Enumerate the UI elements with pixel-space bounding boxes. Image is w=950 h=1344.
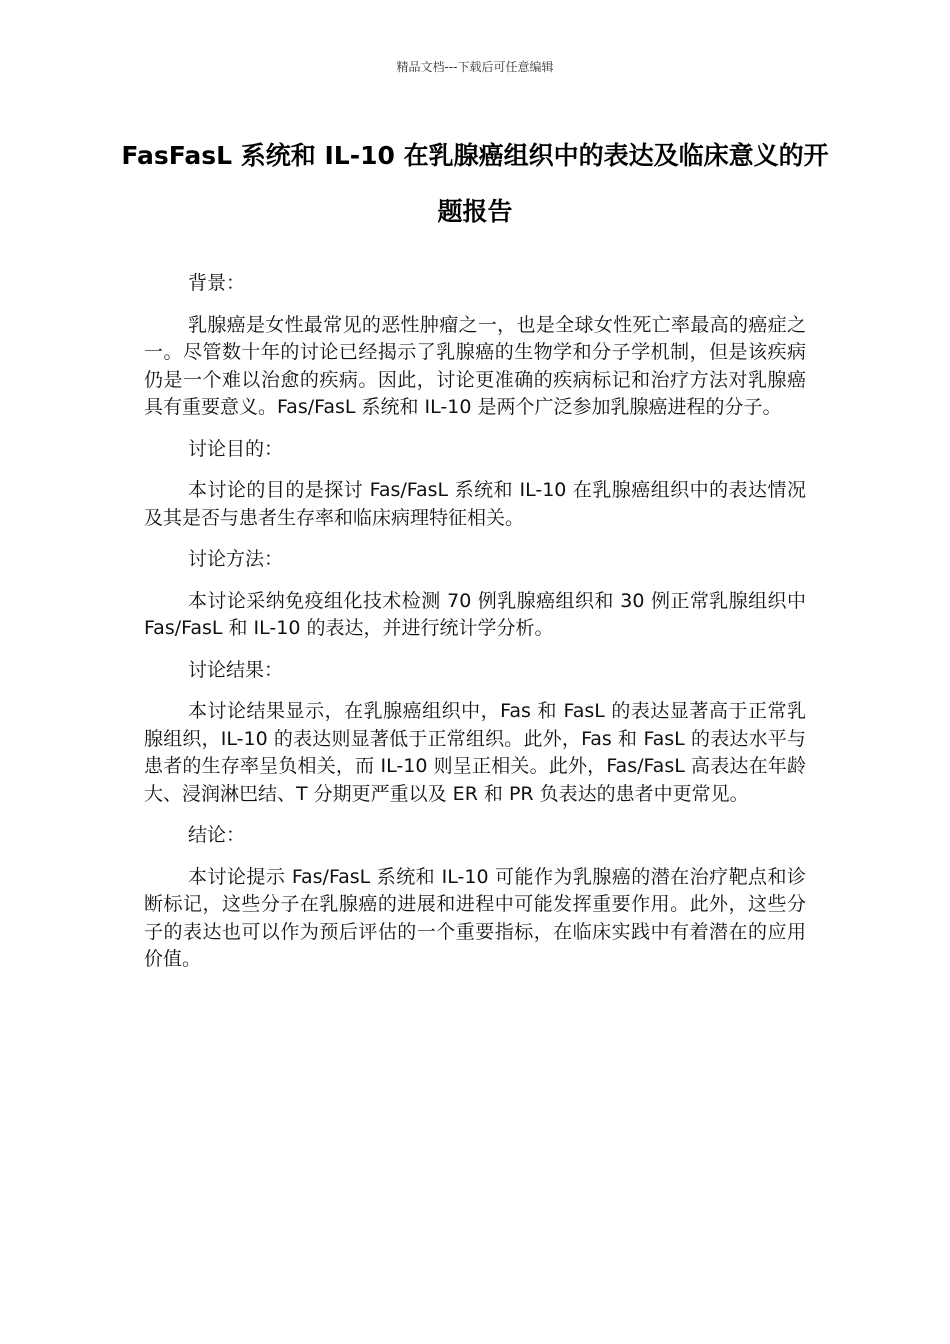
section-body-purpose: 本讨论的目的是探讨 Fas/FasL 系统和 IL-10 在乳腺癌组织中的表达情况及其是否与患者生存率和临床病理特征相关。 [144,479,806,529]
document-body [144,270,806,988]
section-heading-methods: 讨论方法： [188,548,284,570]
section-heading-conclusion: 结论： [188,824,246,846]
section-body-conclusion: 本讨论提示 Fas/FasL 系统和 IL-10 可能作为乳腺癌的潜在治疗靶点和诊断标记，这些分子在乳腺癌的进展和进程中可能发挥重要作用。此外，这些分子的表达也可以作为预后评估的一个重要指标，在临床实践中有着潜在的应用价值。 [144,865,806,970]
section-body-results: 本讨论结果显示，在乳腺癌组织中，Fas 和 FasL 的表达显著高于正常乳腺组织，IL-10 的表达则显著低于正常组织。此外，Fas 和 FasL 的表达水平与患者的生存率呈负相关，而 IL-10 则呈正相关。此外，Fas/FasL 高表达在年龄大、浸润淋巴结、T 分期更严重以及 ER 和 PR 负表达的患者中更常见。 [144,700,806,805]
section-body-methods: 本讨论采纳免疫组化技术检测 70 例乳腺癌组织和 30 例正常乳腺组织中 Fas/FasL 和 IL-10 的表达，并进行统计学分析。 [144,589,806,639]
section-heading-purpose: 讨论目的： [188,437,284,460]
section-body-background: 乳腺癌是女性最常见的恶性肿瘤之一，也是全球女性死亡率最高的癌症之一。尽管数十年的讨论已经揭示了乳腺癌的生物学和分子学机制，但是该疾病仍是一个难以治愈的疾病。因此，讨论更准确的疾病标记和治疗方法对乳腺癌具有重要意义。Fas/FasL 系统和 IL-10 是两个广泛参加乳腺癌进程的分子。 [144,313,806,418]
section-heading-results: 讨论结果： [188,658,284,681]
header-note: 精品文档---下载后可任意编辑 [396,60,554,74]
document-title: FasFasL 系统和 IL-10 在乳腺癌组织中的表达及临床意义的开题报告 [121,141,829,226]
section-heading-background: 背景： [188,272,246,294]
